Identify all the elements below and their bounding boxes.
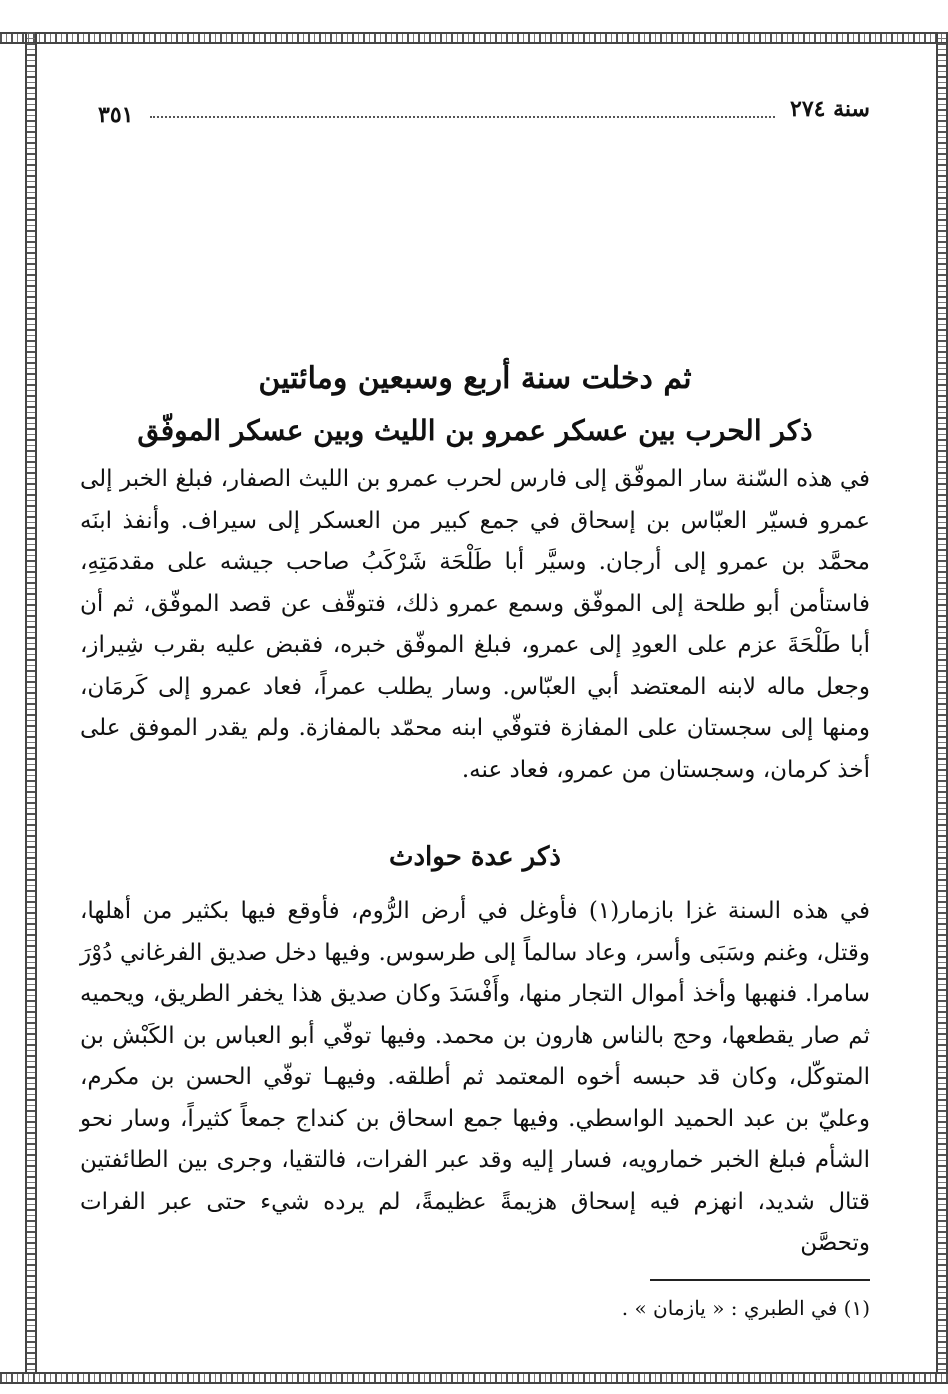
footnote-divider	[650, 1279, 870, 1281]
section-paragraph-war: في هذه السّنة سار الموفّق إلى فارس لحرب عمرو بن الليث الصفار، فبلغ الخبر إلى عمرو فسيّر العبّاس بن إسحاق في جمع كبير من العسكر إلى سيراف. وأنفذ ابنَه محمَّد بن عمرو إلى أرجان. وسيَّر أبا طَلْحَة شَرْكَبُ صاحب جيشه على مقدمَتِهِ، فاستأمن أبو طلحة إلى الموفّق وسمع عمرو ذلك، فتوقّف عن قصد الموفّق، ثم أن أبا طَلْحَةَ عزم على العودِ إلى عمرو، فبلغ الموفّق خبره، فقبض عليه بقرب شِيراز، وجعل ماله لابنه المعتضد أبي العبّاس. وسار يطلب عمراً، فعاد عمرو إلى كَرمَان، ومنها إلى سجستان على المفازة فتوفّي ابنه محمّد بالمفازة. ولم يقدر الموفق على أخذ كرمان، وسجستان من عمرو، فعاد عنه.	[80, 466, 870, 783]
page-border-right	[936, 32, 948, 1384]
book-page	[80, 90, 870, 1323]
page-number: ٣٥١	[98, 102, 134, 128]
section-paragraph-events: في هذه السنة غزا بازمار(١) فأوغل في أرض الرُّوم، فأوقع فيها بكثير من أهلها، وقتل، وغنم وسَبَى وأسر، وعاد سالماً إلى طرسوس. وفيها دخل صديق الفرغاني دُوْرَ سامرا. فنهبها وأخذ أموال التجار منها، وأَفْسَدَ وكان صديق هذا يخفر الطريق، ويحميه ثم صار يقطعها، وحج بالناس هارون بن محمد. وفيها توفّي أبو العباس بن الكَبْش بن المتوكّل، وكان قد حبسه أخوه المعتمد ثم أطلقه. وفيهـا توفّي الحسن بن مكرم، وعليّ بن عبد الحميد الواسطي. وفيها جمع اسحاق بن كنداج جمعاً كثيراً، وسار نحو الشأم فبلغ الخبر خمارويه، فسار إليه وقد عبر الفرات، فالتقيا، وجرى بين الطائفتين قتال شديد، انهزم فيه إسحاق هزيمةً عظيمةً، لم يرده شيء حتى عبر الفرات وتحصَّن	[80, 898, 870, 1256]
section-heading-events: ذكر عدة حوادث	[389, 842, 561, 872]
year-heading: ثم دخلت سنة أربع وسبعين ومائتين	[258, 361, 692, 396]
page-border-top	[0, 32, 948, 44]
page-border-left	[25, 32, 37, 1384]
running-head	[80, 90, 870, 130]
running-head-dotted-rule	[150, 116, 775, 118]
running-head-year: سنة ٢٧٤	[790, 96, 870, 122]
footnote: (١) في الطبري : « يازمان » .	[621, 1295, 870, 1320]
page-border-bottom	[0, 1372, 948, 1384]
section-heading-war: ذكر الحرب بين عسكر عمرو بن الليث وبين عسكر الموفّق	[137, 414, 813, 447]
